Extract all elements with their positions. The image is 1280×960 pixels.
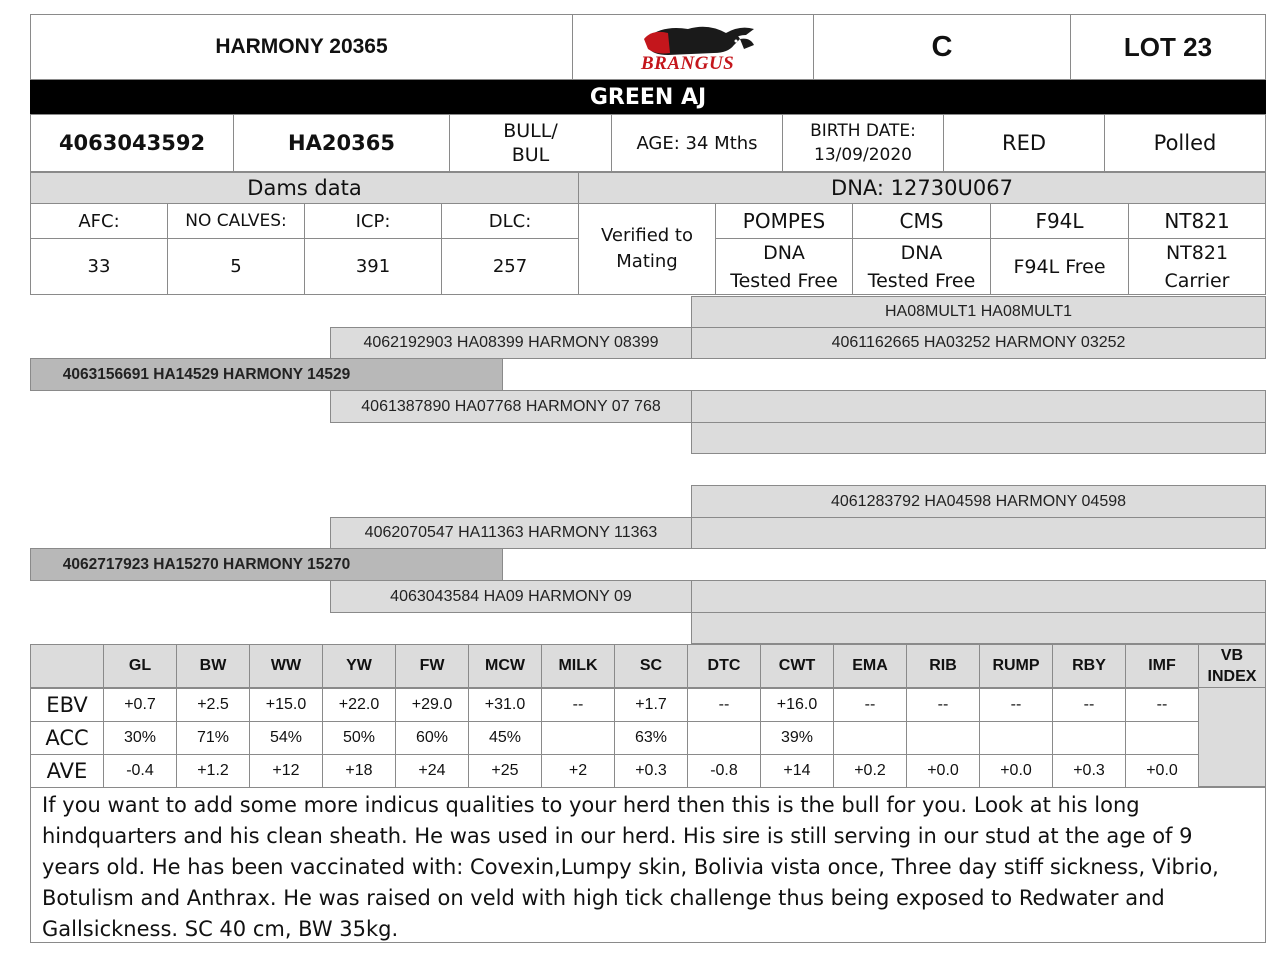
dna-result-cms-line2: Tested Free: [867, 269, 976, 292]
dna-result-cms: [852, 238, 991, 295]
ebv-cell-ebv-ema: --: [833, 688, 907, 722]
ebv-cell-acc-mcw: 45%: [468, 721, 542, 755]
dna-result-f94l: [990, 238, 1129, 295]
ebv-header-ema: EMA: [833, 644, 907, 688]
ebv-row-label-ave: AVE: [30, 754, 104, 788]
animal-name: HARMONY 20365: [30, 14, 573, 80]
ebv-cell-ave-yw: +18: [322, 754, 396, 788]
dams-header-icp: ICP:: [304, 203, 442, 239]
ebv-cell-acc-cwt: 39%: [760, 721, 834, 755]
dams-value-afc: 33: [30, 238, 168, 295]
ebv-cell-acc-yw: 50%: [322, 721, 396, 755]
ebv-cell-ebv-dtc: --: [687, 688, 761, 722]
ebv-header-fw: FW: [395, 644, 469, 688]
ebv-header-vb-index: [1198, 644, 1266, 688]
ebv-header-gl: GL: [103, 644, 177, 688]
dams-header-dlc: DLC:: [441, 203, 579, 239]
pedigree-dam: 4062717923 HA15270 HARMONY 15270: [30, 548, 503, 581]
pedigree-sire-sire-sire: HA08MULT1 HA08MULT1: [691, 296, 1266, 328]
ebv-cell-ebv-sc: +1.7: [614, 688, 688, 722]
dna-title: DNA: 12730U067: [578, 172, 1266, 204]
dna-result-nt821-line1: NT821: [1165, 241, 1229, 264]
owner-name: GREEN AJ: [589, 84, 707, 110]
dna-test-pompes: POMPES: [715, 203, 853, 239]
dams-value-icp: 391: [304, 238, 442, 295]
dams-value-dlc: 257: [441, 238, 579, 295]
ebv-cell-ebv-fw: +29.0: [395, 688, 469, 722]
pedigree-sire-sire-dam: 4061162665 HA03252 HARMONY 03252: [691, 327, 1266, 359]
ebv-cell-acc-milk: [541, 721, 615, 755]
ebv-cell-acc-rby: [1052, 721, 1126, 755]
birth-date-label: BIRTH DATE:: [810, 121, 916, 141]
ebv-header-ww: WW: [249, 644, 323, 688]
birth-date-value: 13/09/2020: [814, 145, 912, 165]
vb-index-line2: INDEX: [1207, 668, 1257, 685]
age: AGE: 34 Mths: [611, 114, 783, 172]
dams-header-no-calves: NO CALVES:: [167, 203, 305, 239]
sex-line1: BULL/: [503, 120, 558, 142]
pedigree-dam-sire: 4062070547 HA11363 HARMONY 11363: [330, 517, 692, 549]
ebv-cell-acc-dtc: [687, 721, 761, 755]
dna-result-cms-line1: DNA: [900, 241, 943, 264]
horn-status: Polled: [1104, 114, 1266, 172]
ebv-cell-acc-fw: 60%: [395, 721, 469, 755]
pedigree-dam-dam: 4063043584 HA09 HARMONY 09: [330, 580, 692, 613]
ebv-row-label-acc: ACC: [30, 721, 104, 755]
ebv-cell-ave-milk: +2: [541, 754, 615, 788]
ebv-cell-ave-rump: +0.0: [979, 754, 1053, 788]
ebv-cell-ebv-ww: +15.0: [249, 688, 323, 722]
ebv-header-sc: SC: [614, 644, 688, 688]
ebv-cell-ebv-rby: --: [1052, 688, 1126, 722]
verified-line2: Mating: [616, 251, 678, 272]
pedigree-sire-dam: 4061387890 HA07768 HARMONY 07 768: [330, 390, 692, 423]
ebv-cell-acc-imf: [1125, 721, 1199, 755]
ebv-cell-ave-ema: +0.2: [833, 754, 907, 788]
dna-result-nt821-line2: Carrier: [1164, 269, 1230, 292]
ebv-cell-ebv-rib: --: [906, 688, 980, 722]
ebv-cell-ave-mcw: +25: [468, 754, 542, 788]
pedigree-dam-sire-sire: 4061283792 HA04598 HARMONY 04598: [691, 485, 1266, 518]
ebv-cell-acc-ww: 54%: [249, 721, 323, 755]
ebv-cell-ebv-rump: --: [979, 688, 1053, 722]
ebv-vb-index-value: [1198, 687, 1266, 787]
sex-line2: BUL: [511, 144, 550, 166]
pedigree-dam-dam-sire: [691, 580, 1266, 613]
brangus-logo-text: BRANGUS: [641, 53, 735, 74]
ebv-cell-acc-sc: 63%: [614, 721, 688, 755]
ebv-header-rump: RUMP: [979, 644, 1053, 688]
ebv-cell-ebv-mcw: +31.0: [468, 688, 542, 722]
owner-bar: [30, 80, 1266, 114]
ebv-header-cwt: CWT: [760, 644, 834, 688]
pedigree-sire: 4063156691 HA14529 HARMONY 14529: [30, 358, 503, 391]
dna-result-nt821: [1128, 238, 1266, 295]
ebv-header-bw: BW: [176, 644, 250, 688]
ebv-header-mcw: MCW: [468, 644, 542, 688]
dna-test-f94l: F94L: [990, 203, 1129, 239]
ebv-cell-ebv-milk: --: [541, 688, 615, 722]
ebv-header-rby: RBY: [1052, 644, 1126, 688]
dna-test-cms: CMS: [852, 203, 991, 239]
pedigree-sire-dam-dam: [691, 422, 1266, 454]
ebv-cell-acc-bw: 71%: [176, 721, 250, 755]
ebv-cell-acc-rib: [906, 721, 980, 755]
dams-header-afc: AFC:: [30, 203, 168, 239]
grade: C: [813, 14, 1071, 80]
dams-value-no-calves: 5: [167, 238, 305, 295]
ebv-cell-ave-rib: +0.0: [906, 754, 980, 788]
dna-result-pompes: [715, 238, 853, 295]
ebv-cell-ave-imf: +0.0: [1125, 754, 1199, 788]
ebv-cell-ave-fw: +24: [395, 754, 469, 788]
comments-text: If you want to add some more indicus qualities to your herd then this is the bull for you. Look at his long hindquarters and his clean sheath. He was used in our herd. His sire is still serving in our stud at the age of 9 years old. He has been vaccinated with: Covexin,Lumpy skin, Bolivia vista once, Three day stiff sickness, Vibrio, Botulism and Anthrax. He was raised on veld with high tick challenge thus being exposed to Redwater and Gallsickness. SC 40 cm, BW 35kg.: [42, 793, 1219, 941]
dams-data-title: Dams data: [30, 172, 579, 204]
dna-result-f94l-line1: F94L Free: [1013, 255, 1106, 278]
ebv-cell-acc-gl: 30%: [103, 721, 177, 755]
color: RED: [943, 114, 1105, 172]
ebv-cell-ebv-bw: +2.5: [176, 688, 250, 722]
pedigree-dam-sire-dam: [691, 517, 1266, 549]
dna-result-pompes-line1: DNA: [763, 241, 805, 264]
ebv-cell-ebv-imf: --: [1125, 688, 1199, 722]
herd-code: HA20365: [233, 114, 450, 172]
ebv-cell-ave-sc: +0.3: [614, 754, 688, 788]
ebv-cell-acc-ema: [833, 721, 907, 755]
ebv-cell-ebv-gl: +0.7: [103, 688, 177, 722]
pedigree-sire-dam-sire: [691, 390, 1266, 423]
pedigree-sire-sire: 4062192903 HA08399 HARMONY 08399: [330, 327, 692, 359]
ebv-cell-ebv-cwt: +16.0: [760, 688, 834, 722]
comments-box: [30, 787, 1266, 943]
brangus-logo: [572, 14, 814, 80]
vb-index-line1: VB: [1220, 647, 1244, 664]
ebv-header-rib: RIB: [906, 644, 980, 688]
ebv-cell-ave-ww: +12: [249, 754, 323, 788]
ebv-header-yw: YW: [322, 644, 396, 688]
ebv-cell-acc-rump: [979, 721, 1053, 755]
id-number: 4063043592: [30, 114, 234, 172]
ebv-header-imf: IMF: [1125, 644, 1199, 688]
ebv-cell-ave-bw: +1.2: [176, 754, 250, 788]
ebv-row-label-ebv: EBV: [30, 688, 104, 722]
ebv-header-milk: MILK: [541, 644, 615, 688]
ebv-cell-ave-cwt: +14: [760, 754, 834, 788]
ebv-cell-ave-rby: +0.3: [1052, 754, 1126, 788]
ebv-cell-ave-gl: -0.4: [103, 754, 177, 788]
ebv-cell-ave-dtc: -0.8: [687, 754, 761, 788]
verified-line1: Verified to: [600, 225, 694, 246]
ebv-header-corner: [30, 644, 104, 688]
birth-date: [782, 114, 944, 172]
verified-to-mating: [578, 203, 716, 295]
lot-number: LOT 23: [1070, 14, 1266, 80]
dna-result-pompes-line2: Tested Free: [730, 269, 838, 292]
ebv-cell-ebv-yw: +22.0: [322, 688, 396, 722]
pedigree-dam-dam-dam: [691, 612, 1266, 644]
ebv-header-dtc: DTC: [687, 644, 761, 688]
dna-test-nt821: NT821: [1128, 203, 1266, 239]
sex: [449, 114, 612, 172]
